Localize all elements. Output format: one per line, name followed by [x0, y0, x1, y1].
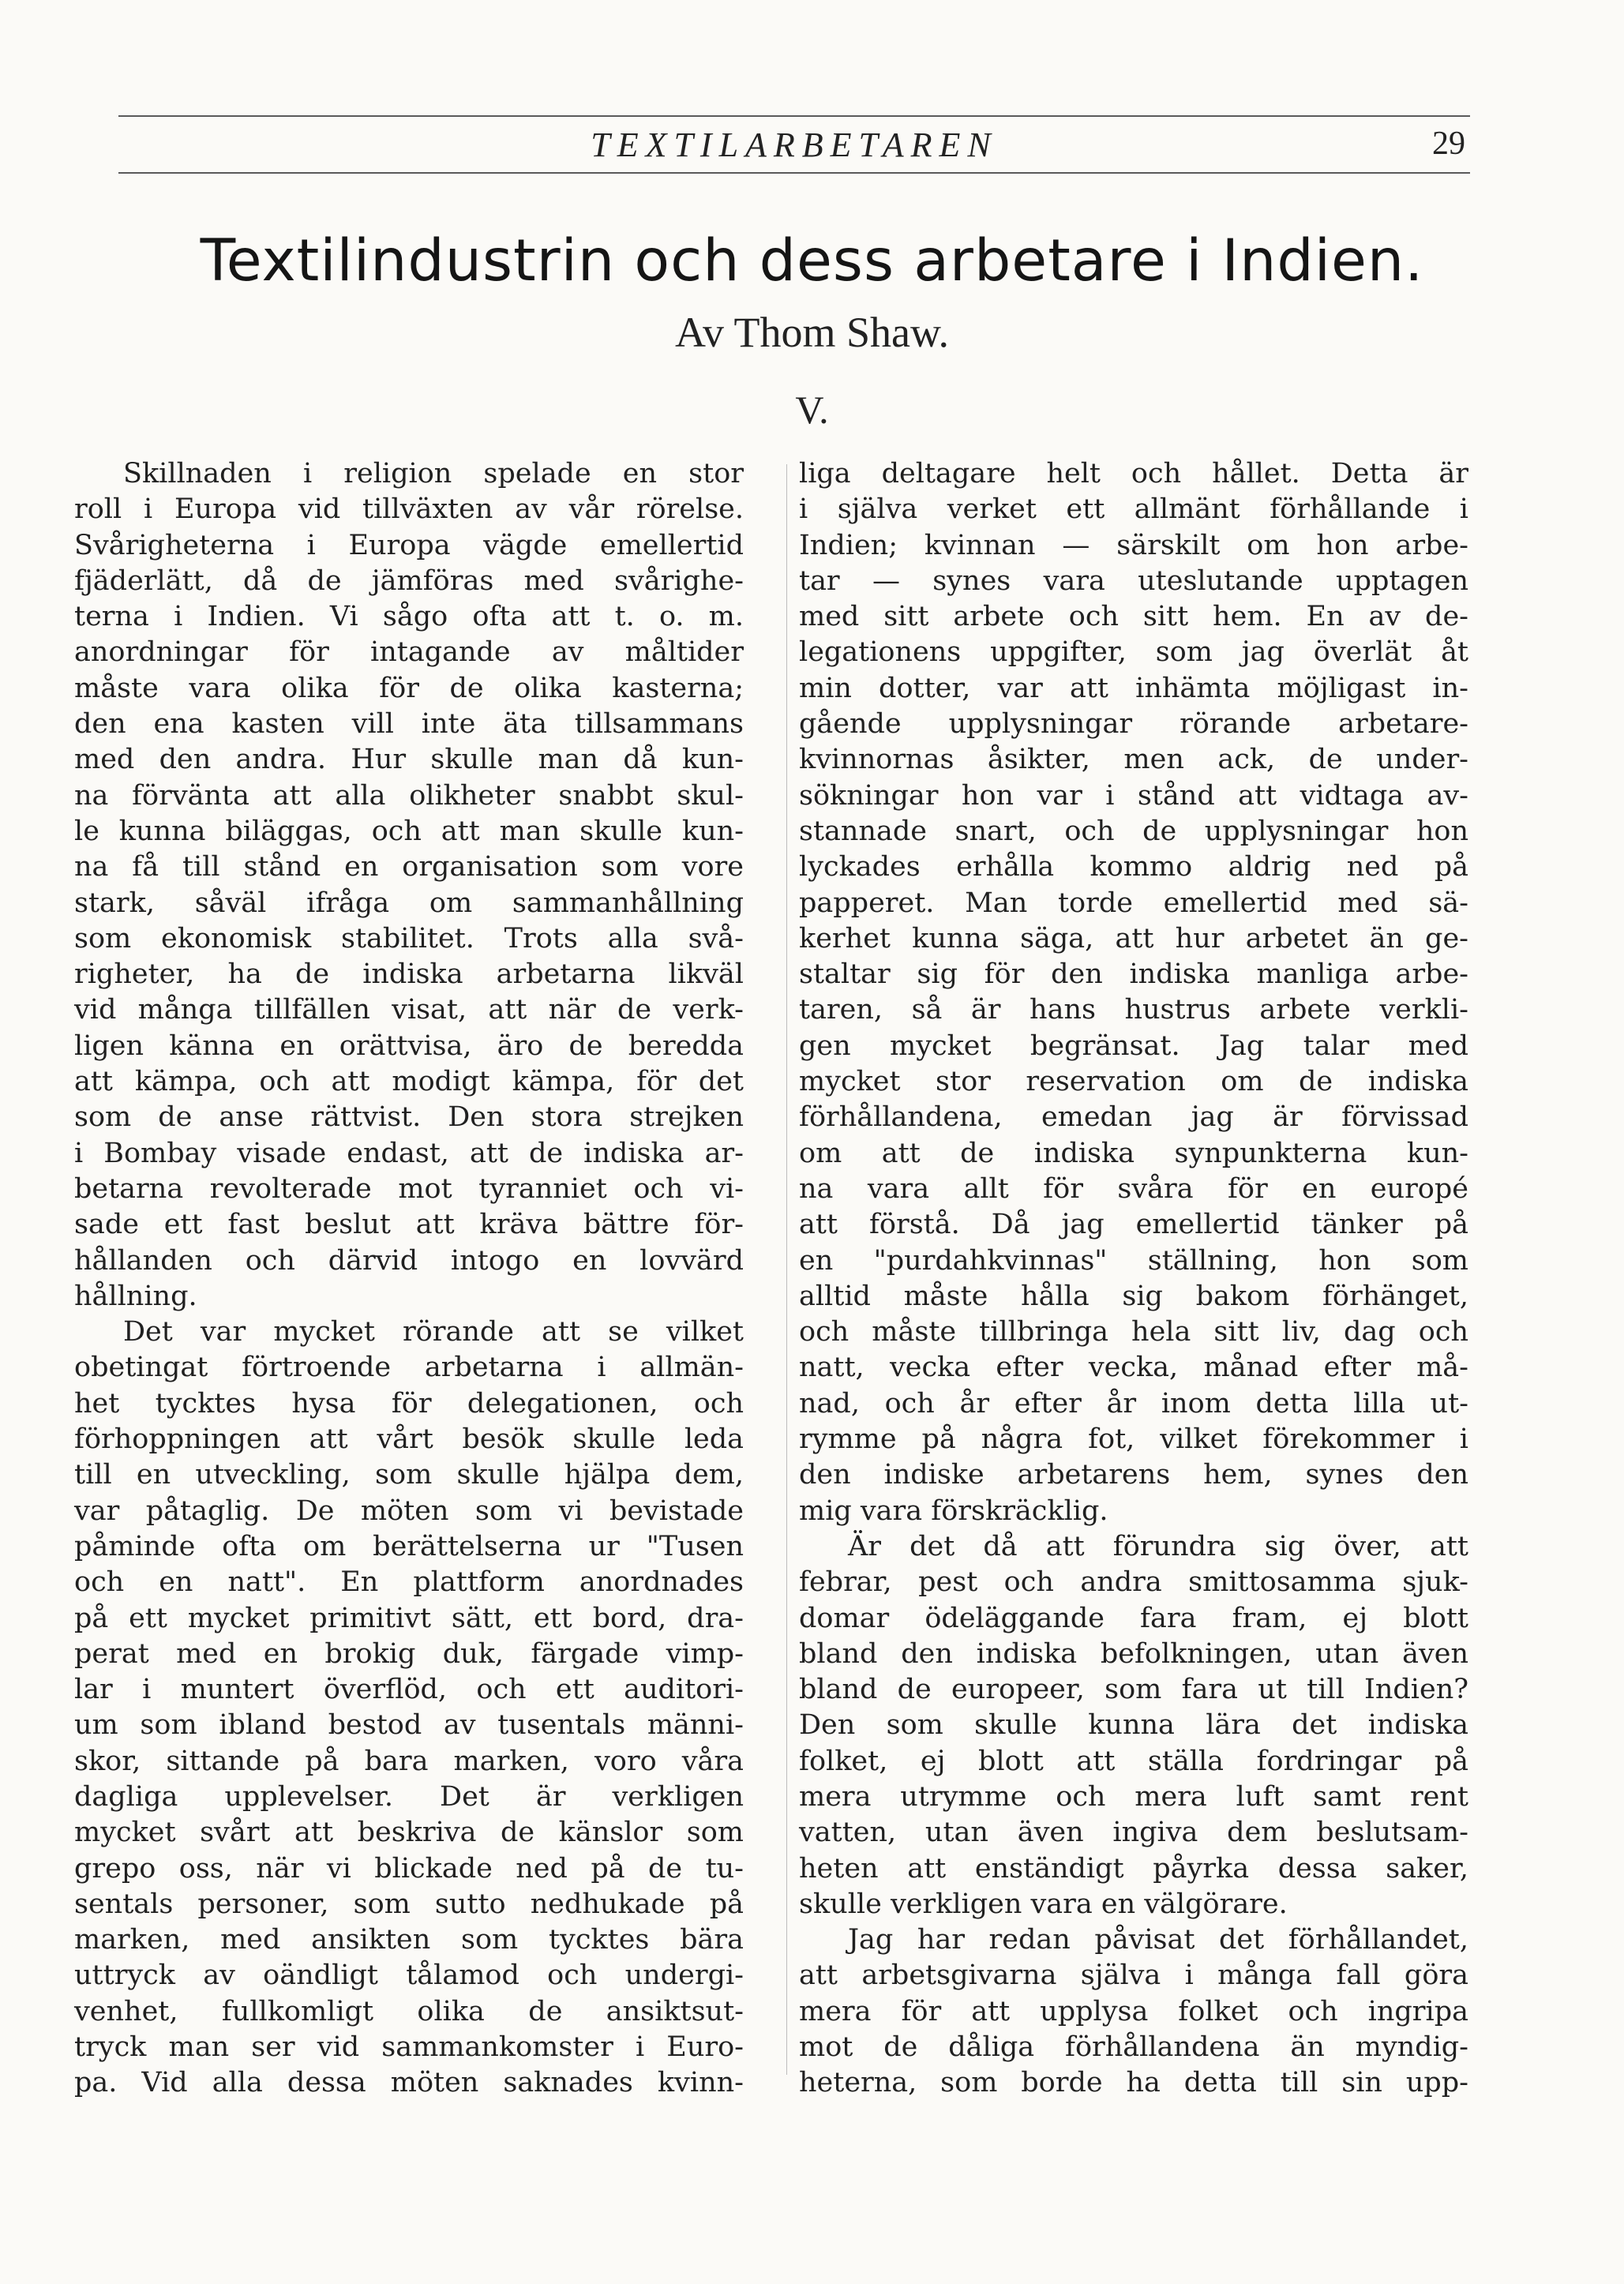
left-column	[74, 456, 744, 2102]
text-line: och en natt". En plattform anordnades	[74, 1566, 744, 1599]
text-line: ligen känna en orättvisa, äro de beredda	[74, 1029, 744, 1062]
article-title: Textilindustrin och dess arbetare i Indien.	[200, 227, 1424, 294]
text-line: staltar sig för den indiska manliga arbe-	[799, 958, 1468, 991]
text-line: tryck man ser vid sammankomster i Euro-	[74, 2031, 744, 2064]
text-line: mig vara förskräcklig.	[799, 1495, 1108, 1527]
text-line: folket, ej blott att ställa fordringar på	[799, 1745, 1468, 1777]
article-byline: Av Thom Shaw.	[675, 309, 949, 356]
text-line: Den som skulle kunna lära det indiska	[799, 1709, 1468, 1742]
text-line: den ena kasten vill inte äta tillsammans	[74, 708, 744, 741]
text-line: måste vara olika för de olika kasterna;	[74, 672, 744, 704]
text-line: Jag har redan påvisat det förhållandet,	[848, 1924, 1468, 1956]
text-line: heterna, som borde ha detta till sin upp-	[799, 2067, 1468, 2099]
text-line: alltid måste hålla sig bakom förhänget,	[799, 1280, 1468, 1312]
text-line: Skillnaden i religion spelade en stor	[123, 458, 744, 489]
text-line: uttryck av oändligt tålamod och undergi-	[74, 1960, 744, 1992]
text-line: liga deltagare helt och hållet. Detta är	[799, 458, 1468, 489]
text-line: pa. Vid alla dessa möten saknades kvinn-	[74, 2067, 744, 2099]
text-line: papperet. Man torde emellertid med sä-	[799, 887, 1468, 919]
text-line: bland de europeer, som fara ut till Indien?	[799, 1674, 1468, 1706]
text-line: na få till stånd en organisation som vore	[74, 851, 744, 883]
text-line: med den andra. Hur skulle man då kun-	[74, 744, 744, 776]
section-number: V.	[795, 388, 829, 432]
text-line: perat med en brokig duk, färgade vimp-	[74, 1637, 744, 1670]
text-line: dagliga upplevelser. Det är verkligen	[74, 1780, 744, 1813]
text-line: förhoppningen att vårt besök skulle leda	[74, 1423, 744, 1456]
text-line: na förvänta att alla olikheter snabbt skul-	[74, 779, 744, 812]
text-line: påminde ofta om berättelserna ur "Tusen	[74, 1530, 744, 1562]
text-line: var påtaglig. De möten som vi bevistade	[74, 1495, 744, 1527]
text-line: um som ibland bestod av tusentals männi-	[74, 1709, 744, 1742]
text-line: terna i Indien. Vi sågo ofta att t. o. m.	[74, 601, 744, 633]
text-line: domar ödeläggande fara fram, ej blott	[799, 1602, 1468, 1634]
text-line: betarna revolterade mot tyranniet och vi-	[74, 1172, 744, 1205]
text-line: le kunna biläggas, och att man skulle kun-	[74, 815, 744, 847]
text-line: mot de dåliga förhållandena än myndig-	[799, 2031, 1468, 2064]
text-line: förhållandena, emedan jag är förvissad	[799, 1101, 1468, 1134]
text-line: sökningar hon var i stånd att vidtaga av-	[799, 779, 1468, 812]
text-line: marken, med ansikten som tycktes bära	[74, 1924, 744, 1956]
page-number: 29	[1432, 126, 1465, 162]
text-line: skor, sittande på bara marken, voro våra	[74, 1745, 744, 1777]
text-line: som ekonomisk stabilitet. Trots alla svå-	[74, 922, 744, 954]
text-line: mera för att upplysa folket och ingripa	[799, 1995, 1468, 2027]
text-line: Det var mycket rörande att se vilket	[123, 1316, 744, 1348]
text-line: Svårigheterna i Europa vägde emellertid	[74, 529, 744, 561]
text-line: att arbetsgivarna själva i många fall göra	[799, 1960, 1468, 1992]
running-head-title: TEXTILARBETAREN	[591, 126, 998, 164]
text-line: legationens uppgifter, som jag överlät åt	[799, 636, 1468, 669]
text-line: rymme på några fot, vilket förekommer i	[799, 1423, 1468, 1456]
text-line: på ett mycket primitivt sätt, ett bord, dra-	[74, 1602, 744, 1634]
text-line: roll i Europa vid tillväxten av vår rörelse.	[74, 493, 744, 526]
text-line: taren, så är hans hustrus arbete verkli-	[799, 994, 1468, 1026]
text-line: att kämpa, och att modigt kämpa, för det	[74, 1066, 744, 1098]
text-line: stark, såväl ifråga om sammanhållning	[74, 887, 744, 919]
text-line: kerhet kunna säga, att hur arbetet än ge-	[799, 922, 1468, 954]
text-line: i Bombay visade endast, att de indiska ar-	[74, 1137, 744, 1169]
text-line: mera utrymme och mera luft samt rent	[799, 1780, 1468, 1813]
text-line: mycket svårt att beskriva de känslor som	[74, 1817, 744, 1849]
text-line: hållning.	[74, 1280, 197, 1312]
text-line: om att de indiska synpunkterna kun-	[799, 1137, 1468, 1169]
text-line: hållanden och därvid intogo en lovvärd	[74, 1244, 744, 1277]
text-line: gen mycket begränsat. Jag talar med	[799, 1029, 1468, 1062]
text-line: vid många tillfällen visat, att när de verk-	[74, 994, 744, 1026]
text-line: gående upplysningar rörande arbetare-	[799, 708, 1468, 741]
text-line: righeter, ha de indiska arbetarna likväl	[74, 958, 744, 991]
text-line: tar — synes vara uteslutande upptagen	[799, 564, 1468, 597]
text-line: fjäderlätt, då de jämföras med svårighe-	[74, 564, 744, 597]
text-line: till en utveckling, som skulle hjälpa dem,	[74, 1459, 744, 1491]
text-line: bland den indiska befolkningen, utan även	[799, 1637, 1468, 1670]
text-line: lyckades erhålla kommo aldrig ned på	[799, 851, 1468, 883]
text-line: mycket stor reservation om de indiska	[799, 1066, 1468, 1098]
running-header	[118, 115, 1470, 174]
text-line: stannade snart, och de upplysningar hon	[799, 815, 1468, 847]
text-line: med sitt arbete och sitt hem. En av de-	[799, 601, 1468, 633]
text-line: min dotter, var att inhämta möjligast in-	[799, 672, 1468, 704]
text-line: venhet, fullkomligt olika de ansiktsut-	[74, 1995, 744, 2027]
text-line: som de anse rättvist. Den stora strejken	[74, 1101, 744, 1134]
text-line: den indiske arbetarens hem, synes den	[799, 1459, 1468, 1491]
column-divider	[786, 464, 787, 2075]
text-line: heten att enständigt påyrka dessa saker,	[799, 1852, 1468, 1885]
text-line: het tycktes hysa för delegationen, och	[74, 1387, 744, 1420]
text-line: lar i muntert överflöd, och ett auditori-	[74, 1674, 744, 1706]
text-line: Indien; kvinnan — särskilt om hon arbe-	[799, 529, 1468, 561]
text-line: och måste tillbringa hela sitt liv, dag och	[799, 1316, 1468, 1348]
text-line: grepo oss, när vi blickade ned på de tu-	[74, 1852, 744, 1885]
text-line: kvinnornas åsikter, men ack, de under-	[799, 744, 1468, 776]
text-line: att förstå. Då jag emellertid tänker på	[799, 1209, 1468, 1241]
text-line: vatten, utan även ingiva dem beslutsam-	[799, 1817, 1468, 1849]
text-line: anordningar för intagande av måltider	[74, 636, 744, 669]
text-line: en "purdahkvinnas" ställning, hon som	[799, 1244, 1468, 1277]
text-line: febrar, pest och andra smittosamma sjuk-	[799, 1566, 1468, 1599]
right-column	[799, 456, 1468, 2102]
text-line: sade ett fast beslut att kräva bättre för-	[74, 1209, 744, 1241]
text-line: skulle verkligen vara en välgörare.	[799, 1888, 1288, 1920]
text-line: sentals personer, som sutto nedhukade på	[74, 1888, 744, 1920]
text-line: na vara allt för svåra för en europé	[799, 1172, 1468, 1205]
text-line: nad, och år efter år inom detta lilla ut-	[799, 1387, 1468, 1420]
text-line: i själva verket ett allmänt förhållande i	[799, 493, 1468, 526]
text-line: natt, vecka efter vecka, månad efter må-	[799, 1352, 1468, 1384]
text-line: Är det då att förundra sig över, att	[848, 1530, 1468, 1562]
text-line: obetingat förtroende arbetarna i allmän-	[74, 1352, 744, 1384]
